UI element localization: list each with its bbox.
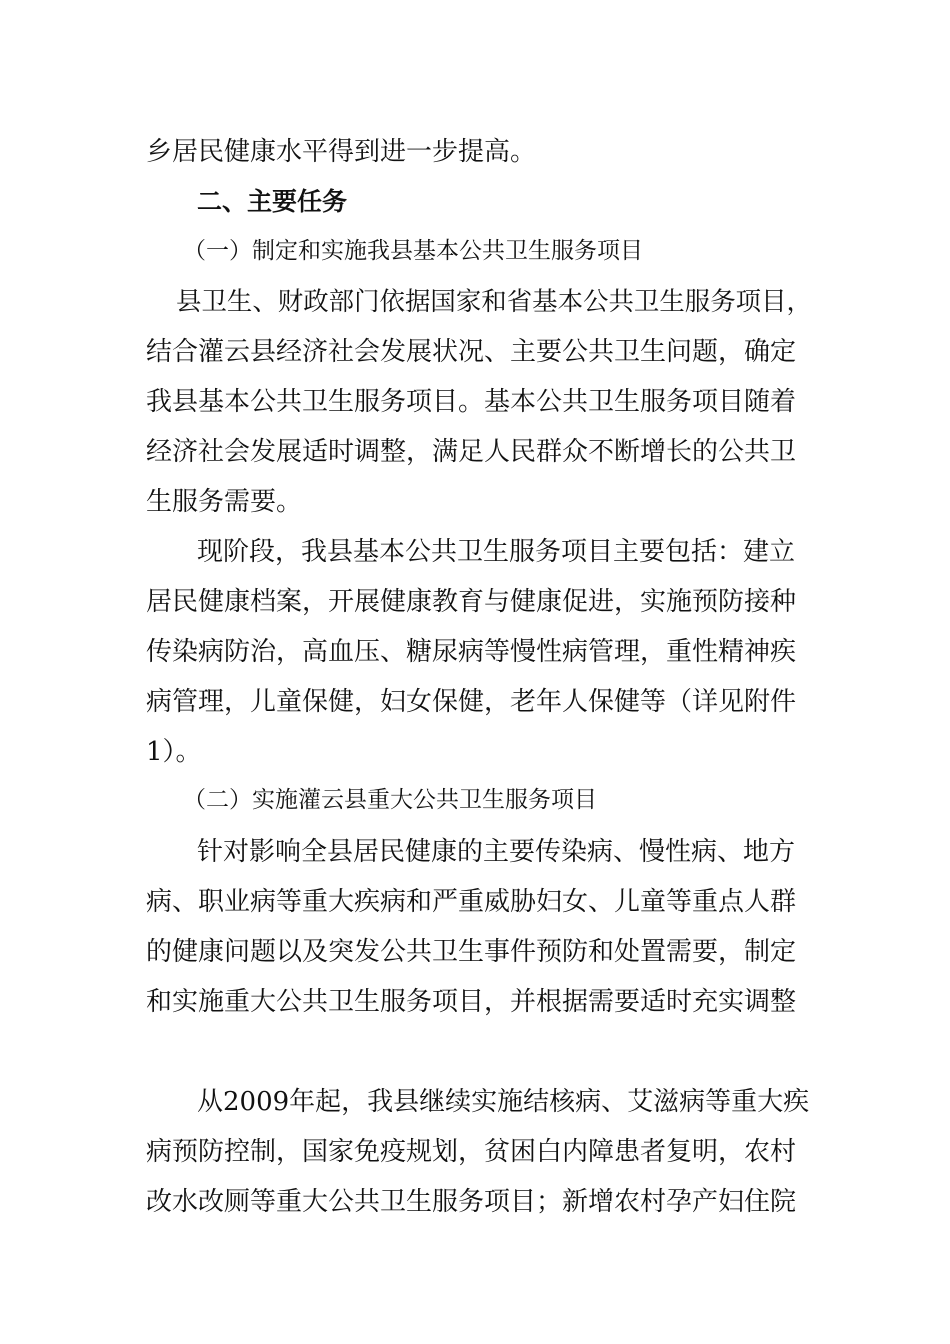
text-line-1: 乡居民健康水平得到进一步提高。 bbox=[146, 137, 537, 167]
text-line-15: 针对影响全县居民健康的主要传染病、慢性病、地方 bbox=[197, 837, 796, 867]
subsection-heading-1: （一）制定和实施我县基本公共卫生服务项目 bbox=[183, 238, 643, 264]
text-line-13: 1）。 bbox=[146, 737, 202, 767]
text-line-10: 居民健康档案，开展健康教育与健康促进，实施预防接种 bbox=[146, 587, 797, 617]
text-line-17: 的健康问题以及突发公共卫生事件预防和处置需要，制定 bbox=[146, 937, 797, 967]
text-line-9: 现阶段，我县基本公共卫生服务项目主要包括：建立 bbox=[197, 537, 796, 567]
text-line-12: 病管理，儿童保健，妇女保健，老年人保健等（详见附件 bbox=[146, 687, 797, 717]
text-line-20: 病预防控制，国家免疫规划，贫困白内障患者复明，农村 bbox=[146, 1137, 797, 1167]
text-line-18: 和实施重大公共卫生服务项目，并根据需要适时充实调整 bbox=[146, 987, 797, 1017]
text-line-21: 改水改厕等重大公共卫生服务项目；新增农村孕产妇住院 bbox=[146, 1187, 797, 1217]
text-line-6: 我县基本公共卫生服务项目。基本公共卫生服务项目随着 bbox=[146, 387, 797, 417]
text-line-4: 县卫生、财政部门依据国家和省基本公共卫生服务项目， bbox=[176, 286, 812, 316]
text-line-5: 结合灌云县经济社会发展状况、主要公共卫生问题，确定 bbox=[146, 337, 797, 367]
section-heading-main-tasks: 二、主要任务 bbox=[197, 187, 348, 216]
text-line-8: 生服务需要。 bbox=[146, 487, 303, 517]
subsection-heading-2: （二）实施灌云县重大公共卫生服务项目 bbox=[183, 787, 597, 813]
text-line-11: 传染病防治，高血压、糖尿病等慢性病管理，重性精神疾 bbox=[146, 637, 797, 667]
text-line-7: 经济社会发展适时调整，满足人民群众不断增长的公共卫 bbox=[146, 437, 797, 467]
text-line-19: 从2009年起，我县继续实施结核病、艾滋病等重大疾 bbox=[197, 1087, 810, 1117]
text-line-16: 病、职业病等重大疾病和严重威胁妇女、儿童等重点人群 bbox=[146, 887, 797, 917]
